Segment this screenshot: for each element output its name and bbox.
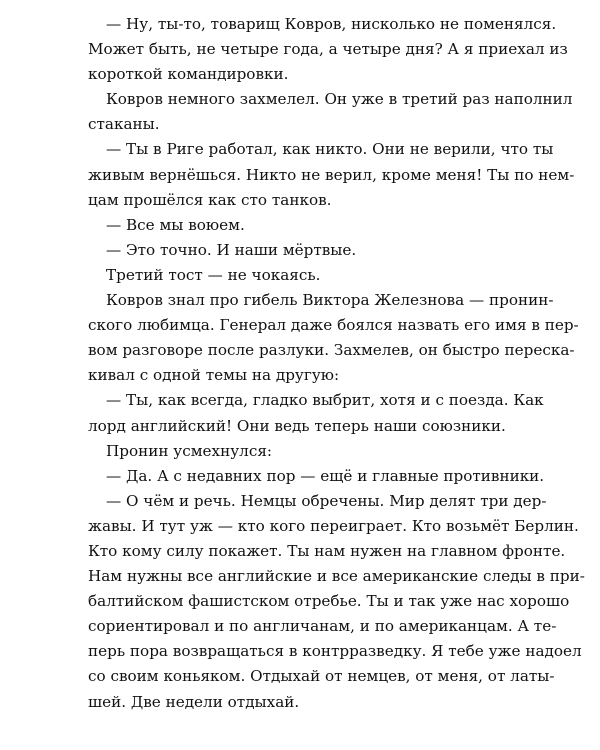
text-line: перь пора возвращаться в контрразведку. Я тебе уже надоел: [88, 642, 582, 661]
text-line: кивал с одной темы на другую:: [88, 366, 340, 385]
text-line: Ковров немного захмелел. Он уже в третий раз наполнил: [106, 90, 573, 109]
text-line: — Ну, ты-то, товарищ Ковров, нисколько не поменялся.: [106, 15, 557, 33]
text-line: лорд английский! Они ведь теперь наши союзники.: [88, 416, 506, 435]
text-line: балтийском фашистском отребье. Ты и так уже нас хорошо: [88, 592, 570, 611]
text-line: шей. Две недели отдыхай.: [88, 692, 300, 711]
text-line: — Ты, как всегда, гладко выбрит, хотя и с поезда. Как: [106, 391, 544, 410]
text-line: ского любимца. Генерал даже боялся назвать его имя в пер-: [88, 316, 579, 335]
text-line: — Ты в Риге работал, как никто. Они не верили, что ты: [106, 140, 554, 159]
text-line: Пронин усмехнулся:: [106, 441, 273, 460]
page-text: [88, 12, 585, 715]
text-line: со своим коньяком. Отдыхай от немцев, от меня, от латы-: [88, 667, 555, 686]
text-line: — Это точно. И наши мёртвые.: [106, 240, 357, 259]
text-line: Третий тост — не чокаясь.: [106, 265, 321, 284]
text-line: — Все мы воюем.: [106, 215, 245, 234]
text-line: короткой командировки.: [88, 65, 289, 84]
text-line: Нам нужны все английские и все американские следы в при-: [88, 567, 585, 586]
text-line: Кто кому силу покажет. Ты нам нужен на главном фронте.: [88, 541, 566, 560]
text-line: — Да. А с недавних пор — ещё и главные противники.: [106, 466, 545, 485]
text-line: живым вернёшься. Никто не верил, кроме меня! Ты по нем-: [88, 165, 575, 184]
text-line: Ковров знал про гибель Виктора Железнова — пронин-: [106, 291, 554, 310]
text-line: — О чём и речь. Немцы обречены. Мир делят три дер-: [106, 491, 547, 510]
text-line: сориентировал и по англичанам, и по американцам. А те-: [88, 617, 557, 636]
text-line: вом разговоре после разлуки. Захмелев, он быстро переска-: [88, 341, 575, 360]
text-line: цам прошёлся как сто танков.: [88, 190, 332, 209]
text-line: стаканы.: [88, 115, 160, 134]
text-line: жавы. И тут уж — кто кого переиграет. Кто возьмёт Берлин.: [88, 516, 579, 535]
text-line: Может быть, не четыре года, а четыре дня? А я приехал из: [88, 40, 568, 59]
